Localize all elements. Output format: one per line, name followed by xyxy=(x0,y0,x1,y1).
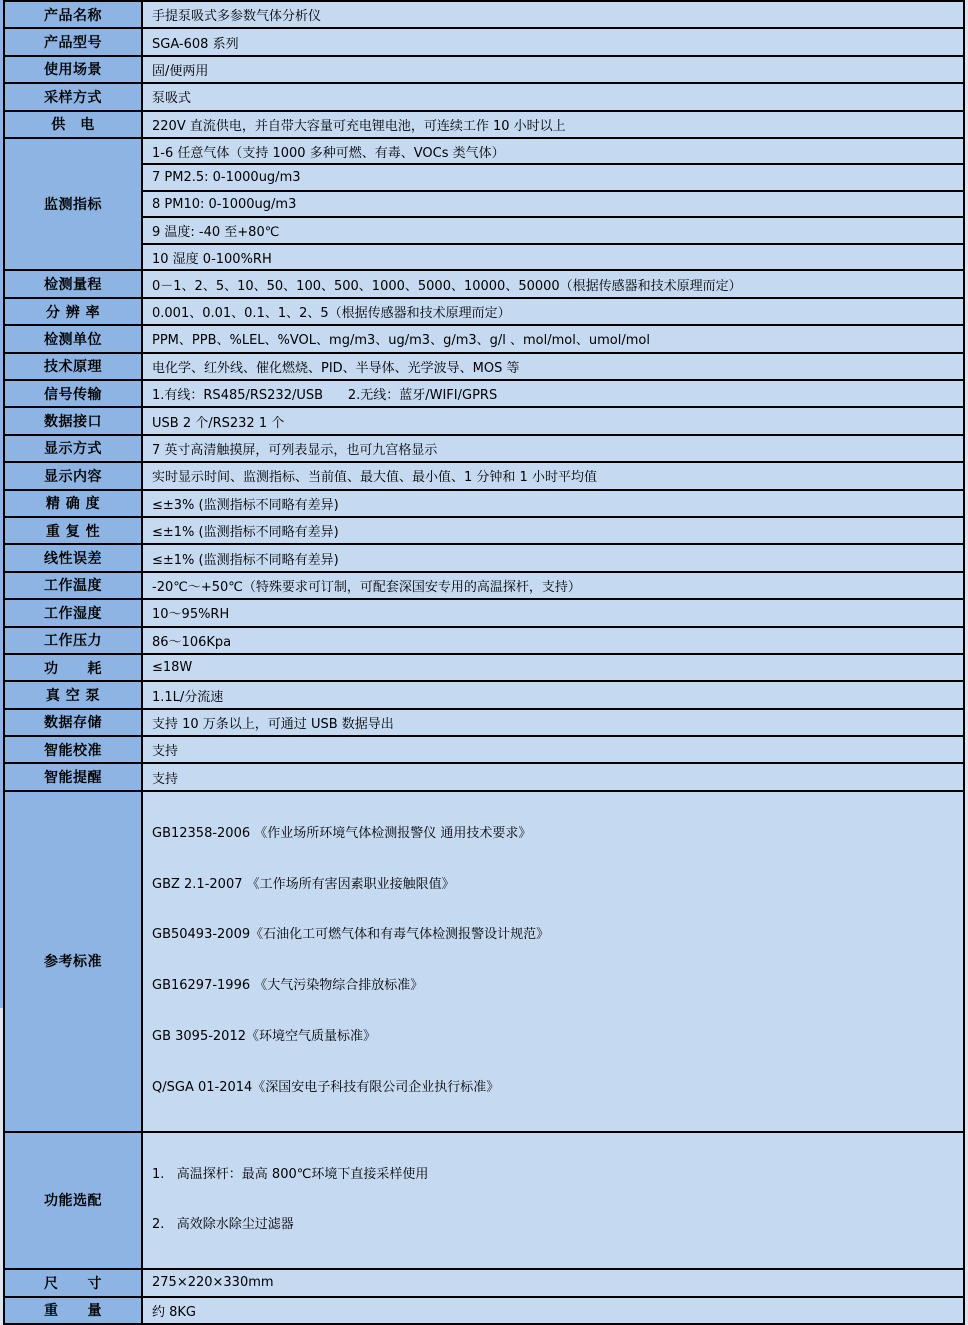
row-label: 工作压力 xyxy=(4,627,142,654)
table-row xyxy=(4,572,964,599)
row-label: 线性误差 xyxy=(4,544,142,571)
row-label: 智能提醒 xyxy=(4,763,142,790)
row-value: 275×220×330mm xyxy=(142,1269,964,1296)
row-label: 技术原理 xyxy=(4,353,142,380)
row-label: 检测量程 xyxy=(4,270,142,297)
row-value: 实时显示时间、监测指标、当前值、最大值、最小值、1 分钟和 1 小时平均值 xyxy=(142,462,964,489)
table-row-monitor-2 xyxy=(4,164,964,191)
table-row xyxy=(4,325,964,352)
standard-line: GB 3095-2012《环境空气质量标准》 xyxy=(152,1029,376,1045)
row-value: PPM、PPB、%LEL、%VOL、mg/m3、ug/m3、g/m3、g/l 、mol/mol、umol/mol xyxy=(142,325,964,352)
row-value: 10～95%RH xyxy=(142,599,964,626)
row-label: 信号传输 xyxy=(4,380,142,407)
row-value: 1.有线：RS485/RS232/USB 2.无线：蓝牙/WIFI/GPRS xyxy=(142,380,964,407)
row-value: 手提泵吸式多参数气体分析仪 xyxy=(142,1,964,28)
standard-line: Q/SGA 01-2014《深国安电子科技有限公司企业执行标准》 xyxy=(152,1079,500,1095)
table-row xyxy=(4,517,964,544)
standard-line: GB16297-1996 《大气污染物综合排放标准》 xyxy=(152,978,424,994)
row-value: 电化学、红外线、催化燃烧、PID、半导体、光学波导、MOS 等 xyxy=(142,353,964,380)
row-label: 产品型号 xyxy=(4,28,142,55)
table-row xyxy=(4,435,964,462)
table-row-monitor-4 xyxy=(4,217,964,244)
row-value: 220V 直流供电，并自带大容量可充电锂电池，可连续工作 10 小时以上 xyxy=(142,111,964,138)
row-label: 参考标准 xyxy=(4,791,142,1132)
table-row xyxy=(4,736,964,763)
table-row xyxy=(4,709,964,736)
table-row-reference-standards xyxy=(4,791,964,1132)
row-value: 7 PM2.5: 0-1000ug/m3 xyxy=(142,164,964,191)
row-label: 重 量 xyxy=(4,1297,142,1324)
row-label: 功能选配 xyxy=(4,1132,142,1270)
row-value: USB 2 个/RS232 1 个 xyxy=(142,407,964,434)
row-label: 智能校准 xyxy=(4,736,142,763)
table-row-monitor-3 xyxy=(4,191,964,218)
table-row-monitor-5 xyxy=(4,244,964,271)
table-row xyxy=(4,298,964,325)
row-value: 支持 10 万条以上，可通过 USB 数据导出 xyxy=(142,709,964,736)
row-value: 10 湿度 0-100%RH xyxy=(142,244,964,271)
row-value xyxy=(142,1132,964,1270)
table-row xyxy=(4,353,964,380)
table-row xyxy=(4,1269,964,1296)
row-label: 数据存储 xyxy=(4,709,142,736)
table-row xyxy=(4,763,964,790)
row-label: 采样方式 xyxy=(4,83,142,110)
row-label: 监测指标 xyxy=(4,138,142,271)
row-value: 7 英寸高清触摸屏，可列表显示，也可九宫格显示 xyxy=(142,435,964,462)
row-value: SGA-608 系列 xyxy=(142,28,964,55)
row-label: 真 空 泵 xyxy=(4,681,142,708)
row-label: 精 确 度 xyxy=(4,490,142,517)
row-value: 0.001、0.01、0.1、1、2、5（根据传感器和技术原理而定） xyxy=(142,298,964,325)
row-label: 产品名称 xyxy=(4,1,142,28)
row-value: -20℃～+50℃（特殊要求可订制，可配套深国安专用的高温探杆，支持） xyxy=(142,572,964,599)
table-row xyxy=(4,627,964,654)
table-row xyxy=(4,1,964,28)
row-value: ≤±1% (监测指标不同略有差异) xyxy=(142,517,964,544)
table-row xyxy=(4,56,964,83)
row-value: 支持 xyxy=(142,736,964,763)
row-label: 显示内容 xyxy=(4,462,142,489)
row-label: 功 耗 xyxy=(4,654,142,681)
row-value: 固/便两用 xyxy=(142,56,964,83)
table-row xyxy=(4,544,964,571)
row-value: 约 8KG xyxy=(142,1297,964,1324)
table-row xyxy=(4,681,964,708)
table-row xyxy=(4,462,964,489)
row-label: 重 复 性 xyxy=(4,517,142,544)
row-value: 0－1、2、5、10、50、100、500、1000、5000、10000、50000（根据传感器和技术原理而定） xyxy=(142,270,964,297)
table-row xyxy=(4,407,964,434)
row-value: 1-6 任意气体（支持 1000 多种可燃、有毒、VOCs 类气体） xyxy=(142,138,964,165)
table-row xyxy=(4,1297,964,1324)
table-row xyxy=(4,490,964,517)
table-row xyxy=(4,28,964,55)
row-label: 尺 寸 xyxy=(4,1269,142,1296)
row-label: 分 辨 率 xyxy=(4,298,142,325)
table-row xyxy=(4,599,964,626)
option-line: 1. 高温探杆：最高 800℃环境下直接采样使用 xyxy=(152,1166,429,1182)
table-row xyxy=(4,111,964,138)
table-row xyxy=(4,654,964,681)
standard-line: GB12358-2006 《作业场所环境气体检测报警仪 通用技术要求》 xyxy=(152,825,532,841)
row-label: 工作湿度 xyxy=(4,599,142,626)
table-row xyxy=(4,83,964,110)
row-label: 使用场景 xyxy=(4,56,142,83)
row-value xyxy=(142,791,964,1132)
table-row-optional-features xyxy=(4,1132,964,1270)
standard-line: GB50493-2009《石油化工可燃气体和有毒气体检测报警设计规范》 xyxy=(152,927,550,943)
row-value: 1.1L/分流速 xyxy=(142,681,964,708)
row-value: 泵吸式 xyxy=(142,83,964,110)
row-value: ≤±1% (监测指标不同略有差异) xyxy=(142,544,964,571)
table-row-monitor-1 xyxy=(4,138,964,165)
table-row xyxy=(4,380,964,407)
row-value: 86～106Kpa xyxy=(142,627,964,654)
table-row xyxy=(4,270,964,297)
spec-table xyxy=(3,0,965,1325)
row-value: 8 PM10: 0-1000ug/m3 xyxy=(142,191,964,218)
row-value: ≤18W xyxy=(142,654,964,681)
row-label: 显示方式 xyxy=(4,435,142,462)
row-label: 供 电 xyxy=(4,111,142,138)
option-line: 2. 高效除水除尘过滤器 xyxy=(152,1217,294,1233)
row-label: 工作温度 xyxy=(4,572,142,599)
row-label: 数据接口 xyxy=(4,407,142,434)
row-value: 支持 xyxy=(142,763,964,790)
row-value: 9 温度: -40 至+80℃ xyxy=(142,217,964,244)
row-label: 检测单位 xyxy=(4,325,142,352)
row-value: ≤±3% (监测指标不同略有差异) xyxy=(142,490,964,517)
standard-line: GBZ 2.1-2007 《工作场所有害因素职业接触限值》 xyxy=(152,876,455,892)
